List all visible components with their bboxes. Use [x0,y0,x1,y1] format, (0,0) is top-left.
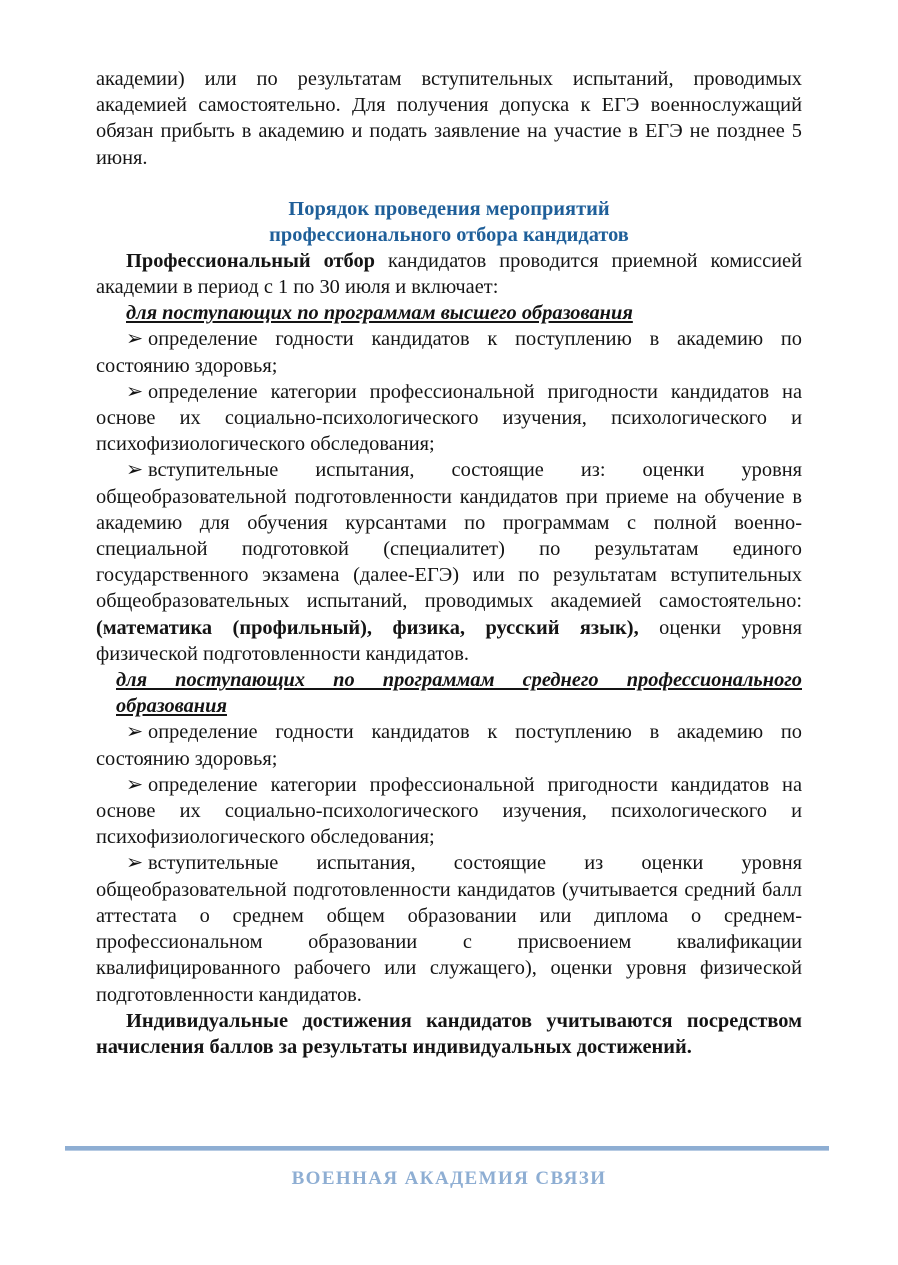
list-item-text: вступительные испытания, состоящие из оценки уровня общеобразовательной подготовленности кандидатов (учитывается средний балл аттестата о среднем общем образовании или диплома о среднем-профессиональном образовании с присвоением квалификации квалифицированного рабочего или служащего), оценки уровня физической подготовленности кандидатов. [96,852,802,1006]
arrow-bullet-icon: ➢ [126,852,144,875]
arrow-bullet-icon: ➢ [126,721,144,744]
higher-ed-subheading [96,300,802,326]
secondary-ed-subheading [96,667,802,719]
list-item [96,457,802,667]
arrow-bullet-icon: ➢ [126,380,144,403]
list-item-text: определение годности кандидатов к поступлению в академию по состоянию здоровья; [96,328,802,377]
lead-paragraph [96,248,802,300]
intro-paragraph: академии) или по результатам вступительных испытаний, проводимых академией самостоятельно. Для получения допуска к ЕГЭ военнослужащий обязан прибыть в академию и подать заявление на участие в ЕГЭ не позднее 5 июня. [96,68,802,169]
list-item-text: определение годности кандидатов к поступлению в академию по состоянию здоровья; [96,721,802,770]
arrow-bullet-icon: ➢ [126,773,144,796]
exams-subjects: (математика (профильный), физика, русский язык), [96,616,639,639]
footer-title: ВОЕННАЯ АКАДЕМИЯ СВЯЗИ [291,1168,607,1189]
footer-rule [65,1146,829,1151]
lead-rest: кандидатов проводится приемной комиссией академии в период с 1 по 30 июля и включает: [96,249,802,299]
secondary-ed-subheading-text: для поступающих по программам среднего профессионального образования [116,669,802,718]
arrow-bullet-icon: ➢ [126,328,144,351]
higher-ed-subheading-text: для поступающих по программам высшего образования [126,302,633,325]
lead-bold: Профессиональный отбор [126,249,376,272]
exams-text-before: вступительные испытания, состоящие из: оценки уровня общеобразовательной подготовленности кандидатов при приеме на обучение в академию для обучения курсантами по программам с полной военно-специальной подготовкой (специалитет) по результатам единого государственного экзамена (далее-ЕГЭ) или по результатам вступительных общеобразовательных испытаний, проводимых академией самостоятельно: [96,459,802,613]
list-item [96,772,802,851]
list-item [96,379,802,458]
list-item-text: определение категории профессиональной пригодности кандидатов на основе их социально-психологического изучения, психологического и психофизиологического обследования; [96,380,802,456]
section-heading-line2: профессионального отбора кандидатов [269,223,629,246]
document-page [96,66,802,1060]
list-item [96,326,802,378]
section-heading-line1: Порядок проведения мероприятий [288,197,610,220]
arrow-bullet-icon: ➢ [126,459,144,482]
closing-paragraph: Индивидуальные достижения кандидатов учитываются посредством начисления баллов за результаты индивидуальных достижений. [96,1009,802,1058]
section-heading [96,196,802,248]
list-item [96,719,802,771]
exams-text-after: оценки уровня физической подготовленности кандидатов. [96,616,802,665]
list-item-text: определение категории профессиональной пригодности кандидатов на основе их социально-психологического изучения, психологического и психофизиологического обследования; [96,773,802,849]
list-item [96,850,802,1007]
